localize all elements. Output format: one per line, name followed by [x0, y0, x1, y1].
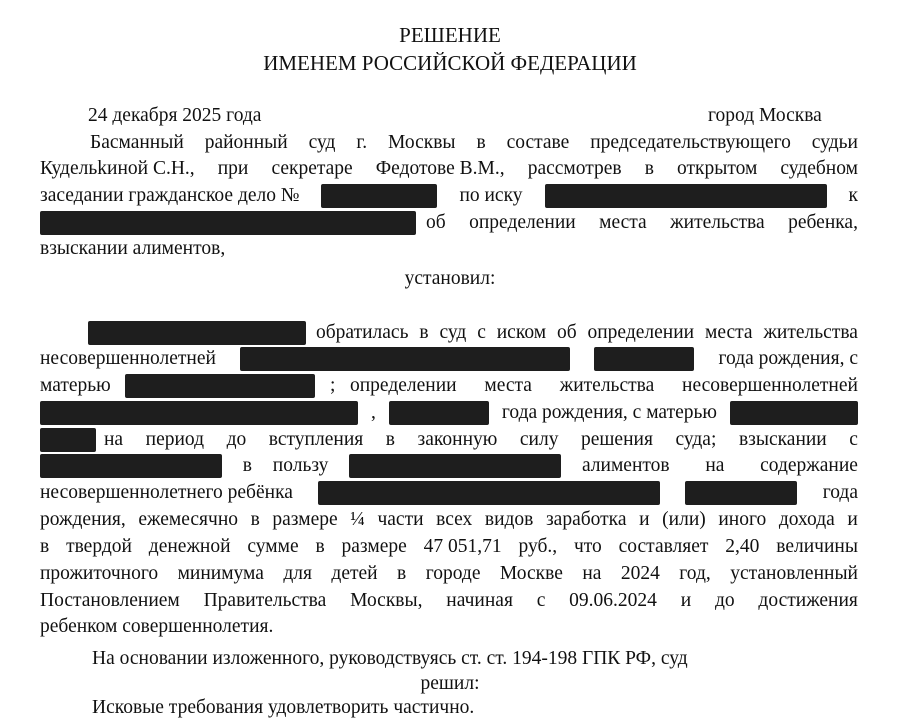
- word: суд: [439, 322, 467, 343]
- redaction-mother-1: [125, 374, 315, 398]
- body-line-9: [40, 534, 858, 560]
- word: жительства: [559, 375, 655, 396]
- word: алиментов: [581, 455, 670, 476]
- word: руб.,: [518, 536, 558, 557]
- body-minor-label: несовершеннолетней: [40, 348, 216, 369]
- document-subtitle: ИМЕНЕМ РОССИЙСКОЙ ФЕДЕРАЦИИ: [263, 51, 637, 75]
- word: при: [217, 158, 249, 179]
- word: достижения: [758, 590, 858, 611]
- word: с: [849, 429, 858, 450]
- body-line-10: [40, 561, 858, 587]
- document-title: РЕШЕНИЕ: [399, 23, 501, 47]
- word: размере: [341, 536, 407, 557]
- body-in: в: [242, 455, 252, 476]
- word: Басманный: [90, 132, 184, 153]
- word: для: [283, 563, 312, 584]
- word: составе: [506, 132, 570, 153]
- redaction-mother-2: [730, 401, 858, 425]
- body-line-4: [40, 400, 858, 426]
- redaction-plaintiff: [545, 184, 827, 208]
- word: с: [477, 322, 486, 343]
- body-semicolon: ;: [329, 375, 336, 396]
- word: иском: [496, 322, 547, 343]
- redaction-mother-2-cont: [40, 428, 96, 452]
- word: ребенка,: [788, 212, 858, 233]
- body-mother-label: матерью: [40, 375, 111, 396]
- redaction-child-3-birthdate: [685, 481, 797, 505]
- body-line-2: [40, 346, 858, 372]
- word: в: [397, 563, 407, 584]
- decision-date: 24 декабря 2025 года: [88, 105, 262, 126]
- word: законную: [417, 429, 498, 450]
- word: минимума: [177, 563, 264, 584]
- word: и: [680, 590, 692, 611]
- word: вступления: [268, 429, 364, 450]
- word: несовершеннолетней: [682, 375, 858, 396]
- word: прожиточного: [40, 563, 159, 584]
- word: жительства: [670, 212, 765, 233]
- word: заработка: [545, 509, 627, 530]
- word: Кудельkиной С.Н.,: [40, 158, 195, 179]
- body-line-3: [40, 373, 858, 399]
- word: суд: [308, 132, 336, 153]
- body-child-label: несовершеннолетнего ребёнка: [40, 482, 293, 503]
- word: с: [536, 590, 546, 611]
- word: г.: [356, 132, 368, 153]
- word: ежемесячно: [138, 509, 238, 530]
- redaction-payer: [40, 454, 222, 478]
- body-favor: пользу: [272, 455, 329, 476]
- intro-against: к: [848, 185, 858, 206]
- word: 09.06.2024: [569, 590, 657, 611]
- word: всех: [436, 509, 473, 530]
- word: год,: [679, 563, 711, 584]
- intro-line-2: [40, 156, 858, 182]
- body-line-1-text: [316, 320, 858, 346]
- word: установленный: [730, 563, 858, 584]
- word: в: [40, 536, 50, 557]
- body-birth-mother-text: года рождения, с матерью: [501, 402, 717, 423]
- word: начиная: [446, 590, 513, 611]
- redaction-plaintiff-name: [88, 321, 306, 345]
- word: определении: [469, 212, 576, 233]
- word: и: [639, 509, 650, 530]
- redaction-child-2-name: [40, 401, 358, 425]
- word: решения: [581, 429, 653, 450]
- word: сумме: [247, 536, 299, 557]
- word: на: [705, 455, 725, 476]
- word: период: [145, 429, 205, 450]
- redaction-child-1-birthdate: [594, 347, 694, 371]
- word: Правительства: [203, 590, 327, 611]
- word: секретаре: [271, 158, 353, 179]
- word: на: [582, 563, 602, 584]
- word: Москвы: [388, 132, 456, 153]
- intro-claim-label: по иску: [459, 185, 523, 206]
- body-alimony-text: [582, 453, 858, 479]
- word: 47 051,71: [423, 536, 502, 557]
- word: составляет: [618, 536, 709, 557]
- word: Москвы,: [350, 590, 423, 611]
- established-heading: установил:: [404, 268, 496, 289]
- word: рассмотрев: [527, 158, 622, 179]
- word: величины: [776, 536, 858, 557]
- word: в: [250, 509, 260, 530]
- word: взыскании: [738, 429, 827, 450]
- claims-text: Исковые требования удовлетворить частично.: [92, 697, 475, 718]
- word: что: [573, 536, 602, 557]
- word: ¼: [350, 509, 365, 530]
- word: и: [847, 509, 858, 530]
- intro-case-label: заседании гражданское дело №: [40, 185, 300, 206]
- redaction-defendant: [40, 211, 416, 235]
- redaction-case-number: [321, 184, 437, 208]
- basis-text: На основании изложенного, руководствуясь ст. ст. 194-198 ГПК РФ, суд: [92, 648, 688, 669]
- body-line-6: [40, 453, 858, 479]
- intro-subject: [426, 210, 858, 236]
- body-line-11: [40, 588, 858, 614]
- decided-heading: решил:: [420, 673, 480, 694]
- word: до: [226, 429, 247, 450]
- intro-line-3: [40, 183, 858, 209]
- word: рождения,: [40, 509, 126, 530]
- word: в: [315, 536, 325, 557]
- word: районный: [204, 132, 288, 153]
- word: председательствующего: [590, 132, 791, 153]
- word: открытом: [676, 158, 758, 179]
- word: содержание: [760, 455, 858, 476]
- word: судебном: [780, 158, 858, 179]
- word: Постановлением: [40, 590, 180, 611]
- word: (или): [662, 509, 706, 530]
- body-comma: ,: [371, 402, 376, 423]
- word: силу: [519, 429, 559, 450]
- word: в: [385, 429, 395, 450]
- word: в: [644, 158, 654, 179]
- body-line-8: [40, 507, 858, 533]
- word: в: [419, 322, 429, 343]
- redaction-child-1-name: [240, 347, 570, 371]
- word: размере: [272, 509, 338, 530]
- word: денежной: [148, 536, 231, 557]
- word: обратилась: [316, 322, 409, 343]
- word: жительства: [763, 322, 858, 343]
- word: об: [556, 322, 577, 343]
- word: определении: [350, 375, 457, 396]
- word: твердой: [66, 536, 132, 557]
- body-line-5-text: [104, 427, 858, 453]
- word: места: [599, 212, 647, 233]
- word: места: [705, 322, 753, 343]
- word: суда;: [675, 429, 717, 450]
- word: до: [714, 590, 735, 611]
- body-year-word: года: [822, 482, 858, 503]
- word: иного: [718, 509, 767, 530]
- intro-line-1: [90, 130, 858, 156]
- word: части: [377, 509, 424, 530]
- body-line-3-text: [350, 373, 858, 399]
- word: 2024: [620, 563, 660, 584]
- word: 2,40: [725, 536, 760, 557]
- decision-city: город Москва: [708, 105, 822, 126]
- redaction-recipient: [349, 454, 561, 478]
- word: в: [476, 132, 486, 153]
- word: места: [484, 375, 532, 396]
- body-line-12: ребенком совершеннолетия.: [40, 616, 274, 637]
- word: определении: [587, 322, 695, 343]
- word: Федотове В.М.,: [375, 158, 505, 179]
- word: Москве: [499, 563, 563, 584]
- word: об: [426, 212, 446, 233]
- word: видов: [484, 509, 534, 530]
- word: судьи: [811, 132, 858, 153]
- body-line-7: [40, 480, 858, 506]
- word: на: [104, 429, 124, 450]
- redaction-child-2-birthdate: [389, 401, 489, 425]
- body-birth-text: года рождения, с: [718, 348, 858, 369]
- word: дохода: [778, 509, 835, 530]
- redaction-child-3-name: [318, 481, 660, 505]
- word: детей: [331, 563, 378, 584]
- intro-line-5: взыскании алиментов,: [40, 238, 226, 259]
- word: городе: [425, 563, 481, 584]
